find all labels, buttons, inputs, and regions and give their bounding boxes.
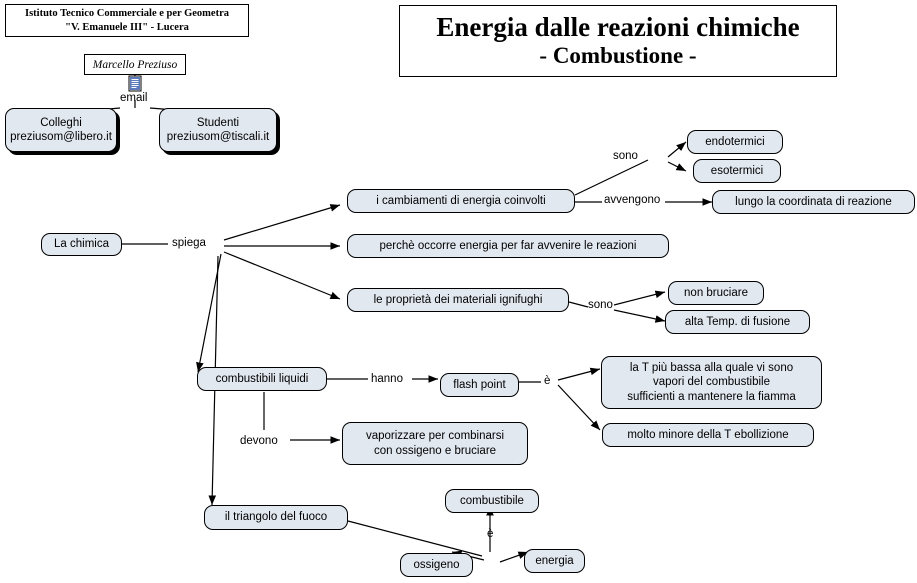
node-flash-point-label: flash point bbox=[453, 378, 506, 391]
node-esotermici-label: esotermici bbox=[710, 164, 764, 177]
node-ossigeno-label: ossigeno bbox=[413, 558, 460, 571]
node-combustibile[interactable] bbox=[445, 489, 539, 513]
node-coordinata-reazione[interactable] bbox=[712, 190, 915, 214]
node-energia-label: energia bbox=[535, 554, 574, 567]
edge-label-e-1: è bbox=[544, 375, 551, 387]
node-vaporizzare-line-1: vaporizzare per combinarsi bbox=[365, 430, 505, 443]
page-title bbox=[399, 5, 837, 77]
school-line-1: Istituto Tecnico Commerciale e per Geometra bbox=[24, 7, 230, 19]
edge-label-sono-2: sono bbox=[588, 299, 613, 311]
node-proprieta-ignifughi[interactable] bbox=[347, 288, 569, 312]
edge-label-email: email bbox=[120, 92, 148, 104]
node-endotermici-label: endotermici bbox=[705, 135, 765, 148]
edge-label-devono: devono bbox=[240, 435, 278, 447]
school-line-2: "V. Emanuele III" - Lucera bbox=[65, 21, 189, 33]
node-combustibili-liquidi-label: combustibili liquidi bbox=[215, 372, 309, 385]
node-combustibili-liquidi[interactable] bbox=[197, 367, 327, 391]
title-sub: - Combustione - bbox=[539, 43, 697, 69]
node-molto-minore-label: molto minore della T ebollizione bbox=[627, 428, 789, 441]
contact-colleghi-email: preziusom@libero.it bbox=[10, 131, 112, 143]
node-perche-occorre-energia[interactable] bbox=[347, 234, 669, 258]
node-combustibile-label: combustibile bbox=[460, 494, 524, 507]
node-t-piu-bassa-line-3: sufficienti a mantenere la fiamma bbox=[627, 390, 796, 403]
node-ossigeno[interactable] bbox=[400, 553, 473, 577]
contact-studenti-title: Studenti bbox=[196, 116, 240, 129]
node-t-piu-bassa-line-1: la T più bassa alla quale vi sono bbox=[629, 361, 794, 374]
node-coordinata-reazione-label: lungo la coordinata di reazione bbox=[735, 195, 892, 208]
edge-label-avvengono: avvengono bbox=[604, 194, 661, 206]
node-vaporizzare[interactable] bbox=[342, 422, 528, 465]
edge-label-spiega: spiega bbox=[172, 237, 206, 249]
node-cambiamenti-energia-label: i cambiamenti di energia coinvolti bbox=[376, 194, 546, 207]
edge-label-e-2: è bbox=[487, 528, 494, 540]
node-triangolo-fuoco[interactable] bbox=[204, 505, 348, 530]
document-icon bbox=[126, 75, 144, 93]
node-triangolo-fuoco-label: il triangolo del fuoco bbox=[224, 511, 328, 524]
node-la-chimica[interactable] bbox=[41, 233, 122, 256]
node-non-bruciare-label: non bruciare bbox=[684, 286, 748, 299]
node-vaporizzare-line-2: con ossigeno e bruciare bbox=[373, 444, 497, 457]
node-perche-occorre-energia-label: perchè occorre energia per far avvenire le reazioni bbox=[379, 239, 637, 252]
node-non-bruciare[interactable] bbox=[668, 281, 764, 305]
node-esotermici[interactable] bbox=[693, 159, 781, 183]
title-main: Energia dalle reazioni chimiche bbox=[436, 12, 800, 43]
node-proprieta-ignifughi-label: le proprietà dei materiali ignifughi bbox=[373, 293, 543, 306]
contact-studenti-email: preziusom@tiscali.it bbox=[166, 131, 270, 143]
edge-label-hanno: hanno bbox=[371, 373, 403, 385]
node-endotermici[interactable] bbox=[687, 130, 783, 154]
contact-colleghi[interactable] bbox=[5, 108, 117, 152]
node-alta-temp-fusione[interactable] bbox=[665, 310, 810, 334]
node-energia[interactable] bbox=[524, 549, 585, 573]
node-flash-point[interactable] bbox=[440, 373, 519, 397]
contact-studenti[interactable] bbox=[159, 108, 277, 152]
node-cambiamenti-energia[interactable] bbox=[347, 189, 575, 213]
node-molto-minore[interactable] bbox=[602, 423, 814, 447]
school-header bbox=[5, 4, 249, 37]
node-t-piu-bassa-line-2: vapori del combustibile bbox=[653, 376, 770, 389]
node-t-piu-bassa[interactable] bbox=[601, 356, 822, 409]
node-alta-temp-fusione-label: alta Temp. di fusione bbox=[684, 315, 791, 328]
edge-label-sono-1: sono bbox=[613, 150, 638, 162]
author-box bbox=[84, 54, 186, 75]
author-name: Marcello Preziuso bbox=[92, 58, 178, 71]
node-la-chimica-label: La chimica bbox=[54, 238, 109, 251]
contact-colleghi-title: Colleghi bbox=[40, 116, 82, 129]
